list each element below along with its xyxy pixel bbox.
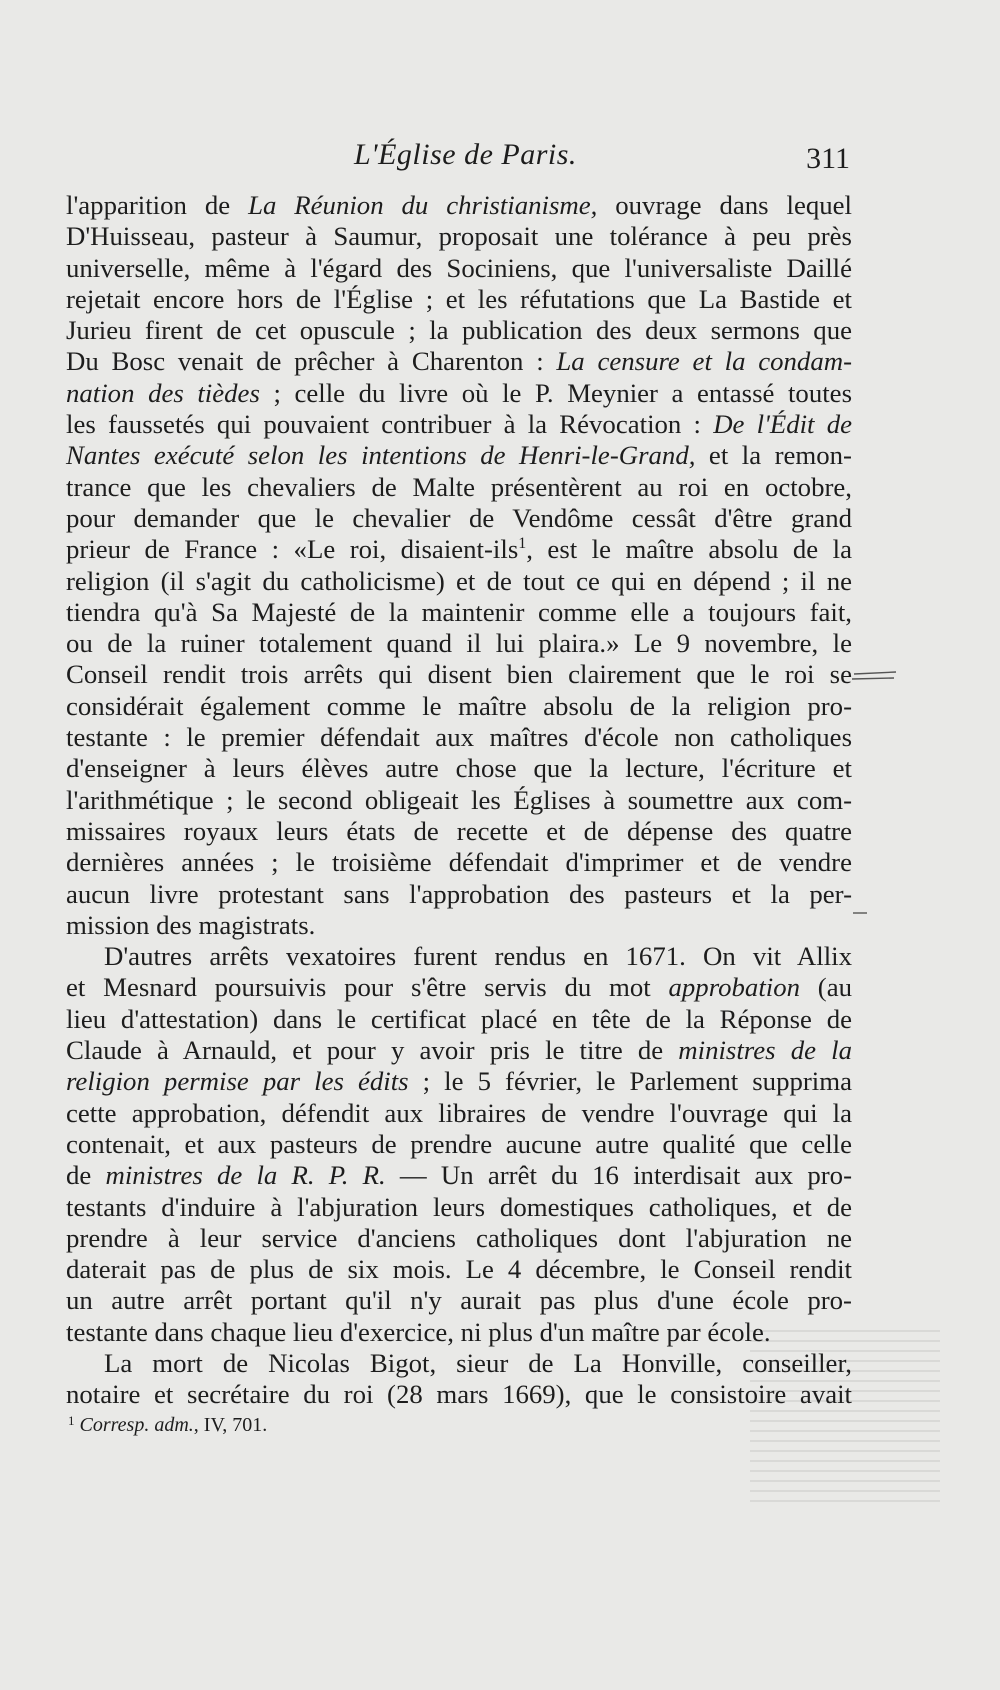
footnote-marker: 1 bbox=[68, 1413, 75, 1428]
book-title: De l'Édit de bbox=[713, 409, 852, 440]
footnote bbox=[68, 1414, 267, 1437]
text-line: mission des magistrats. bbox=[66, 909, 316, 940]
body-text bbox=[66, 190, 852, 1411]
book-title: La Réunion du christianisme, bbox=[248, 190, 598, 220]
text-line: cette approbation, défendit aux libraires de vendre l'ouvrage qui la bbox=[66, 1097, 852, 1128]
page-number: 311 bbox=[806, 142, 850, 175]
footnote-reference: 1 bbox=[518, 535, 527, 553]
text-line: trance que les chevaliers de Malte présentèrent au roi en octobre, bbox=[66, 471, 852, 502]
text-line: testants d'induire à l'abjuration leurs domestiques catholiques, et de bbox=[66, 1191, 852, 1222]
emphasis: ministres de la R. P. R. bbox=[105, 1160, 386, 1191]
text-line: aucun livre protestant sans l'approbation des pasteurs et la per- bbox=[66, 878, 852, 909]
text-span: ; le 5 février, le Parlement supprima bbox=[408, 1066, 852, 1097]
text-line: considérait également comme le maître absolu de la religion pro- bbox=[66, 690, 852, 721]
emphasis: ministres de la bbox=[678, 1035, 852, 1066]
text-line: contenait, et aux pasteurs de prendre aucune autre qualité que celle bbox=[66, 1128, 852, 1159]
text-span: — Un arrêt du 16 interdisait aux pro- bbox=[385, 1160, 853, 1191]
text-line: lieu d'attestation) dans le certificat placé en tête de la Réponse de bbox=[66, 1003, 852, 1034]
text-span: l'apparition de bbox=[66, 190, 249, 220]
text-span: ouvrage dans lequel bbox=[597, 190, 852, 220]
book-title: La censure et la condam- bbox=[556, 346, 852, 377]
text-line bbox=[66, 190, 852, 221]
text-span: prieur de France : «Le roi, disaient-ils bbox=[66, 534, 519, 565]
text-line: d'enseigner à leurs élèves autre chose que la lecture, l'écriture et bbox=[66, 753, 852, 784]
footnote-source: Corresp. adm. bbox=[79, 1414, 194, 1436]
text-line: un autre arrêt portant qu'il n'y aurait pas plus d'une école pro- bbox=[66, 1285, 852, 1316]
text-span: les faussetés qui pouvaient contribuer à la Révocation : bbox=[66, 409, 714, 440]
text-span: (au bbox=[800, 972, 853, 1003]
text-line bbox=[66, 346, 852, 377]
text-line: ou de la ruiner totalement quand il lui plaira.» Le 9 novembre, le bbox=[66, 628, 852, 659]
text-line bbox=[66, 534, 852, 565]
text-line: missaires royaux leurs états de recette et de dépense des quatre bbox=[66, 815, 852, 846]
text-line: prendre à leur service d'anciens catholiques dont l'abjuration ne bbox=[66, 1222, 852, 1253]
paragraph bbox=[66, 1348, 852, 1411]
running-title: L'Église de Paris. bbox=[354, 138, 577, 171]
text-line: Jurieu firent de cet opuscule ; la publication des deux sermons que bbox=[66, 315, 852, 346]
text-line bbox=[66, 972, 852, 1003]
text-line: daterait pas de plus de six mois. Le 4 décembre, le Conseil rendit bbox=[66, 1254, 852, 1285]
text-line bbox=[66, 1035, 852, 1066]
emphasis: religion permise par les édits bbox=[66, 1066, 409, 1097]
text-line bbox=[66, 1160, 852, 1191]
text-line: testante dans chaque lieu d'exercice, ni plus d'un maître par école. bbox=[66, 1316, 771, 1347]
text-line: La mort de Nicolas Bigot, sieur de La Honville, conseiller, bbox=[104, 1347, 852, 1378]
text-span: de bbox=[66, 1160, 106, 1191]
text-span: ; celle du livre où le P. Meynier a entassé toutes bbox=[259, 377, 852, 408]
text-line: religion (il s'agit du catholicisme) et de tout ce qui en dépend ; il ne bbox=[66, 565, 852, 596]
text-span: et Mesnard poursuivis pour s'être servis du mot bbox=[66, 972, 669, 1003]
text-line: l'arithmétique ; le second obligeait les Églises à soumettre aux com- bbox=[66, 784, 852, 815]
text-span: et la remon- bbox=[695, 440, 852, 471]
text-span: Claude à Arnauld, et pour y avoir pris le titre de bbox=[66, 1035, 679, 1066]
text-line: universelle, même à l'égard des Sociniens, que l'universaliste Daillé bbox=[66, 252, 852, 283]
text-span: Du Bosc venait de prêcher à Charenton : bbox=[66, 346, 557, 377]
book-title: nation des tièdes bbox=[66, 377, 260, 408]
text-line: Conseil rendit trois arrêts qui disent bien clairement que le roi se bbox=[66, 659, 852, 690]
text-line: tiendra qu'à Sa Majesté de la maintenir comme elle a toujours fait, bbox=[66, 596, 852, 627]
text-line: testante : le premier défendait aux maîtres d'école non catholiques bbox=[66, 722, 852, 753]
text-line bbox=[66, 440, 852, 471]
text-line: D'autres arrêts vexatoires furent rendus en 1671. On vit Allix bbox=[104, 941, 852, 972]
margin-pencil-mark bbox=[852, 910, 868, 916]
margin-pencil-mark bbox=[852, 670, 898, 684]
text-line bbox=[66, 378, 852, 409]
page-header bbox=[66, 138, 850, 182]
text-line: pour demander que le chevalier de Vendôme cessât d'être grand bbox=[66, 502, 852, 533]
text-line: notaire et secrétaire du roi (28 mars 1669), que le consistoire avait bbox=[66, 1379, 852, 1410]
text-line: D'Huisseau, pasteur à Saumur, proposait une tolérance à peu près bbox=[66, 221, 852, 252]
text-line: dernières années ; le troisième défendait d'imprimer et de vendre bbox=[66, 847, 852, 878]
text-line: rejetait encore hors de l'Église ; et les réfutations que La Bastide et bbox=[66, 283, 852, 314]
footnote-text: , IV, 701. bbox=[193, 1414, 268, 1436]
paragraph bbox=[66, 190, 852, 941]
text-line bbox=[66, 409, 852, 440]
emphasis: approbation bbox=[668, 972, 801, 1003]
text-line bbox=[66, 1066, 852, 1097]
text-span: , est le maître absolu de la bbox=[526, 534, 852, 565]
paragraph bbox=[66, 941, 852, 1348]
book-title: Nantes exécuté selon les intentions de Henri-le-Grand, bbox=[66, 440, 696, 471]
